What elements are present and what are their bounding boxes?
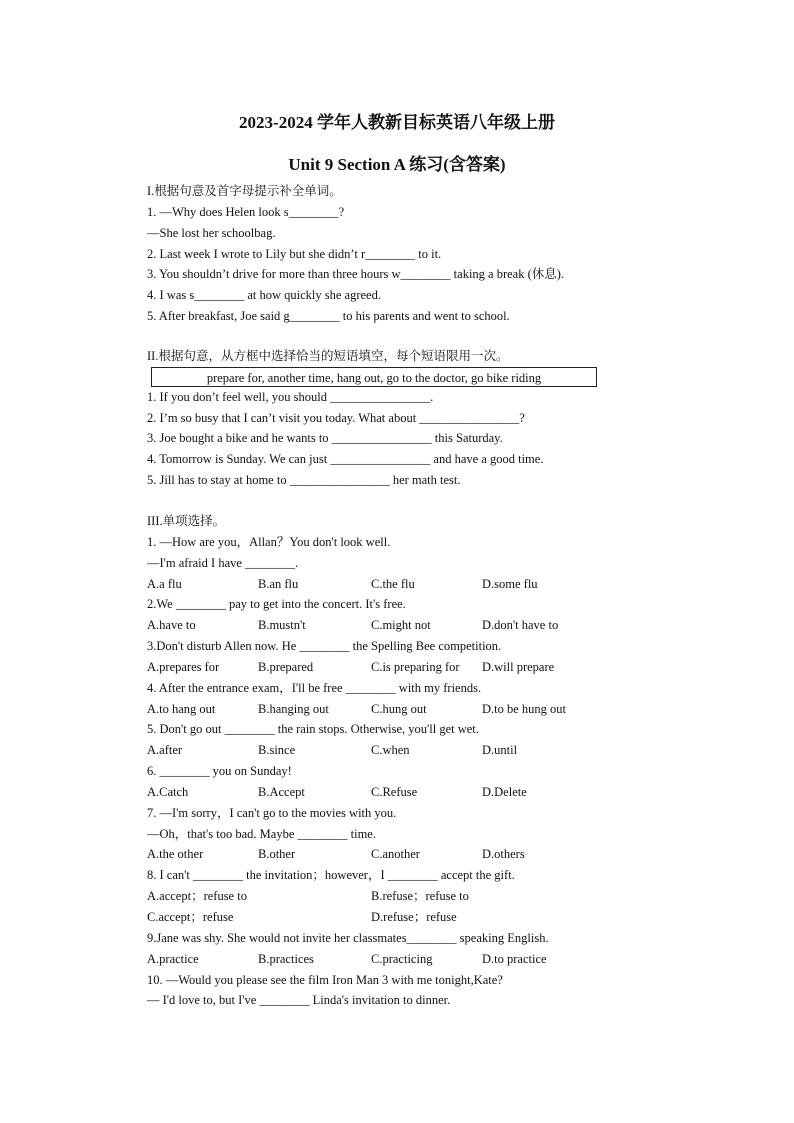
section1-heading: I.根据句意及首字母提示补全单词。 (147, 184, 342, 198)
question-options (147, 949, 647, 970)
option-b: B.practices (258, 951, 314, 966)
option-c: C.is preparing for (371, 659, 460, 674)
option-d: D.will prepare (482, 659, 555, 674)
option-a: A.accept；refuse to (147, 889, 247, 904)
question-stem: — I'd love to, but I've ________ Linda's invitation to dinner. (147, 993, 451, 1008)
option-d: D.to be hung out (482, 701, 567, 716)
option-d: D.to practice (482, 951, 547, 966)
page-subtitle: Unit 9 Section A 练习(含答案) (288, 155, 506, 174)
option-a: A.a flu (147, 576, 182, 591)
question-options (147, 907, 647, 928)
question-stem: 10. —Would you please see the film Iron Man 3 with me tonight,Kate? (147, 972, 503, 987)
question-stem: 5. Don't go out ________ the rain stops. Otherwise, you'll get wet. (147, 722, 479, 737)
section2-line: 3. Joe bought a bike and he wants to ________________ this Saturday. (147, 431, 503, 446)
option-c: C.hung out (371, 701, 427, 716)
question-stem: 4. After the entrance exam，I'll be free ________ with my friends. (147, 680, 482, 695)
option-d: D.others (482, 847, 525, 862)
option-b: B.mustn't (258, 618, 306, 633)
option-b: B.since (258, 743, 296, 758)
question-options (147, 844, 647, 865)
question-stem: —Oh，that's too bad. Maybe ________ time. (147, 826, 376, 841)
option-c: C.accept；refuse (147, 910, 234, 924)
phrase-box: prepare for, another time, hang out, go to the doctor, go bike riding (151, 367, 597, 387)
option-c: C.might not (371, 618, 431, 633)
option-d: D.Delete (482, 784, 527, 799)
section1-line: 4. I was s________ at how quickly she agreed. (147, 288, 381, 303)
option-b: B.refuse；refuse to (371, 889, 469, 904)
question-stem: 2.We ________ pay to get into the concert. It's free. (147, 597, 406, 612)
question-stem: 6. ________ you on Sunday! (147, 764, 292, 779)
option-d: D.some flu (482, 576, 538, 591)
question-stem: 1. —How are you，Allan？You don't look well. (147, 534, 391, 549)
option-c: C.practicing (371, 951, 433, 966)
option-b: B.an flu (258, 576, 299, 591)
section2-line: 2. I’m so busy that I can’t visit you today. What about ________________? (147, 410, 525, 425)
option-b: B.prepared (258, 659, 314, 674)
section1-line: 2. Last week I wrote to Lily but she didn’t r________ to it. (147, 246, 442, 261)
option-a: A.Catch (147, 784, 189, 799)
question-options (147, 657, 647, 678)
option-a: A.prepares for (147, 659, 220, 674)
option-d: D.until (482, 743, 518, 758)
section2-line: 4. Tomorrow is Sunday. We can just ________________ and have a good time. (147, 452, 544, 467)
question-options (147, 615, 647, 636)
section2-heading: II.根据句意，从方框中选择恰当的短语填空，每个短语限用一次。 (147, 348, 509, 363)
section2-line: 5. Jill has to stay at home to ________________ her math test. (147, 473, 461, 488)
section1-line: 1. —Why does Helen look s________? (147, 204, 345, 219)
section3-heading: III.单项选择。 (147, 513, 226, 528)
question-stem: 3.Don't disturb Allen now. He ________ the Spelling Bee competition. (147, 639, 502, 654)
section1-line: 5. After breakfast, Joe said g________ to his parents and went to school. (147, 309, 510, 324)
option-b: B.Accept (258, 784, 305, 799)
question-stem: 7. —I'm sorry，I can't go to the movies with you. (147, 805, 397, 820)
question-options (147, 574, 647, 595)
question-stem: —I'm afraid I have ________. (147, 555, 299, 570)
page-title: 2023-2024 学年人教新目标英语八年级上册 (239, 113, 555, 132)
question-options (147, 782, 647, 803)
option-a: A.to hang out (147, 701, 216, 716)
question-stem: 9.Jane was shy. She would not invite her classmates________ speaking English. (147, 930, 549, 945)
section1-line: 3. You shouldn’t drive for more than three hours w________ taking a break (休息). (147, 267, 565, 282)
option-c: C.the flu (371, 576, 415, 591)
exercise-content (147, 181, 647, 1011)
question-options (147, 699, 647, 720)
option-a: A.practice (147, 951, 199, 966)
option-b: B.other (258, 847, 296, 862)
question-options (147, 886, 647, 907)
section2-line: 1. If you don’t feel well, you should ________________. (147, 389, 434, 404)
section1-line: —She lost her schoolbag. (147, 225, 276, 240)
question-options (147, 740, 647, 761)
option-c: C.when (371, 743, 410, 758)
option-a: A.have to (147, 618, 196, 633)
option-a: A.after (147, 743, 183, 758)
option-d: D.don't have to (482, 618, 559, 633)
option-c: C.Refuse (371, 784, 418, 799)
option-b: B.hanging out (258, 701, 329, 716)
option-a: A.the other (147, 847, 204, 862)
question-stem: 8. I can't ________ the invitation；however，I ________ accept the gift. (147, 868, 515, 883)
option-c: C.another (371, 847, 420, 862)
option-d: D.refuse；refuse (371, 910, 457, 924)
